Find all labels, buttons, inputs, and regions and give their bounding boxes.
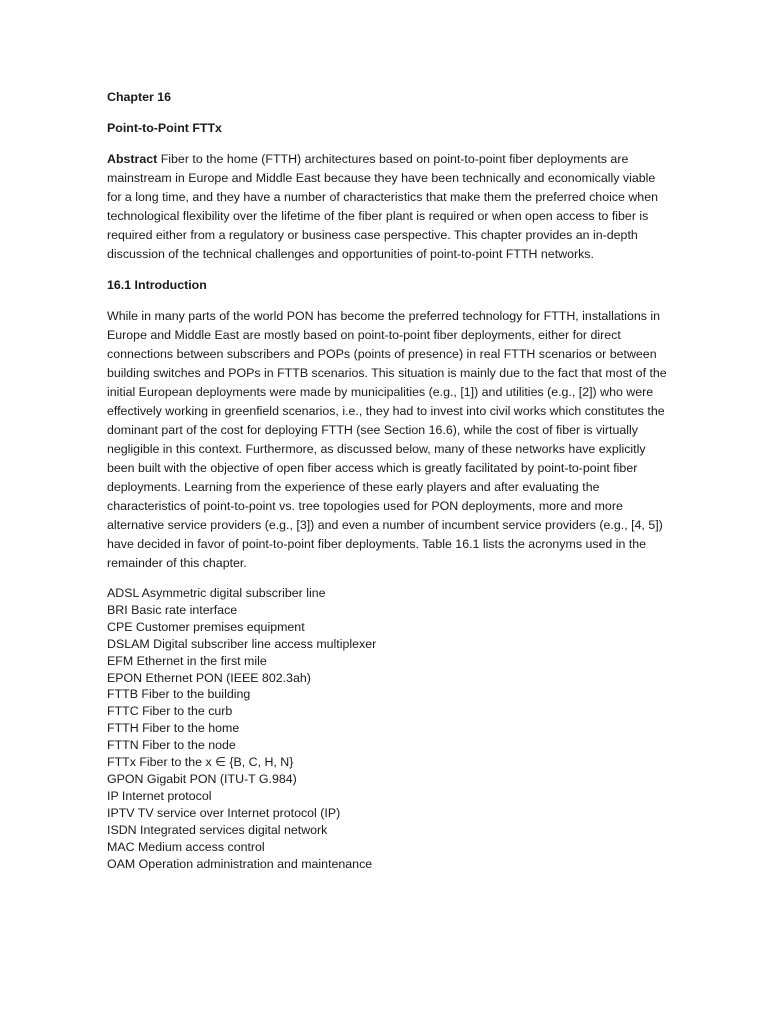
acronym-item: EPON Ethernet PON (IEEE 802.3ah)	[107, 670, 311, 685]
acronym-item: IPTV TV service over Internet protocol (IP)	[107, 805, 341, 820]
acronym-item: FTTx Fiber to the x ∈ {B, C, H, N}	[107, 755, 294, 770]
acronym-item: FTTC Fiber to the curb	[107, 704, 233, 719]
document-page	[107, 88, 667, 872]
acronym-item: CPE Customer premises equipment	[107, 619, 305, 634]
acronym-item: MAC Medium access control	[107, 839, 265, 854]
acronym-item: BRI Basic rate interface	[107, 602, 238, 617]
acronym-item: OAM Operation administration and maintenance	[107, 856, 373, 871]
acronym-item: FTTN Fiber to the node	[107, 738, 236, 753]
acronym-item: IP Internet protocol	[107, 788, 212, 803]
chapter-title: Point-to-Point FTTx	[107, 121, 222, 135]
abstract-paragraph	[107, 150, 667, 264]
intro-paragraph: While in many parts of the world PON has become the preferred technology for FTTH, installations in Europe and Middle East are mostly based on point-to-point fiber deployments, either for direct connections between subscribers and POPs (points of presence) in real FTTH scenarios or between building switches and POPs in FTTB scenarios. This situation is mainly due to the fact that most of the initial European deployments were made by municipalities (e.g., [1]) and utilities (e.g., [2]) who were effectively working in greenfield scenarios, i.e., they had to invest into civil works which constitutes the dominant part of the cost for deploying FTTH (see Section 16.6), while the cost of fiber is virtually negligible in this context. Furthermore, as discussed below, many of these networks have explicitly been built with the objective of open fiber access which is greatly facilitated by point-to-point fiber deployments. Learning from the experience of these early players and after evaluating the characteristics of point-to-point vs. tree topologies used for PON deployments, more and more alternative service providers (e.g., [3]) and even a number of incumbent service providers (e.g., [4, 5]) have decided in favor of point-to-point fiber deployments. Table 16.1 lists the acronyms used in the remainder of this chapter.	[107, 309, 667, 570]
acronym-item: FTTH Fiber to the home	[107, 721, 240, 736]
acronym-item: FTTB Fiber to the building	[107, 687, 251, 702]
acronym-item: GPON Gigabit PON (ITU-T G.984)	[107, 771, 297, 786]
abstract-text: Fiber to the home (FTTH) architectures based on point-to-point fiber deployments are mainstream in Europe and Middle East because they have been technically and economically viable for a long time, and they have a number of characteristics that make them the preferred choice when technological flexibility over the lifetime of the fiber plant is required or when open access to fiber is required either from a regulatory or business case perspective. This chapter provides an in-depth discussion of the technical challenges and opportunities of point-to-point FTTH networks.	[107, 152, 658, 261]
section-heading: 16.1 Introduction	[107, 278, 207, 292]
acronym-item: DSLAM Digital subscriber line access multiplexer	[107, 636, 377, 651]
acronym-list	[107, 585, 667, 872]
acronym-item: ADSL Asymmetric digital subscriber line	[107, 586, 326, 600]
acronym-item: EFM Ethernet in the first mile	[107, 653, 267, 668]
acronym-item: ISDN Integrated services digital network	[107, 822, 328, 837]
abstract-label: Abstract	[107, 152, 158, 166]
chapter-label: Chapter 16	[107, 90, 172, 104]
